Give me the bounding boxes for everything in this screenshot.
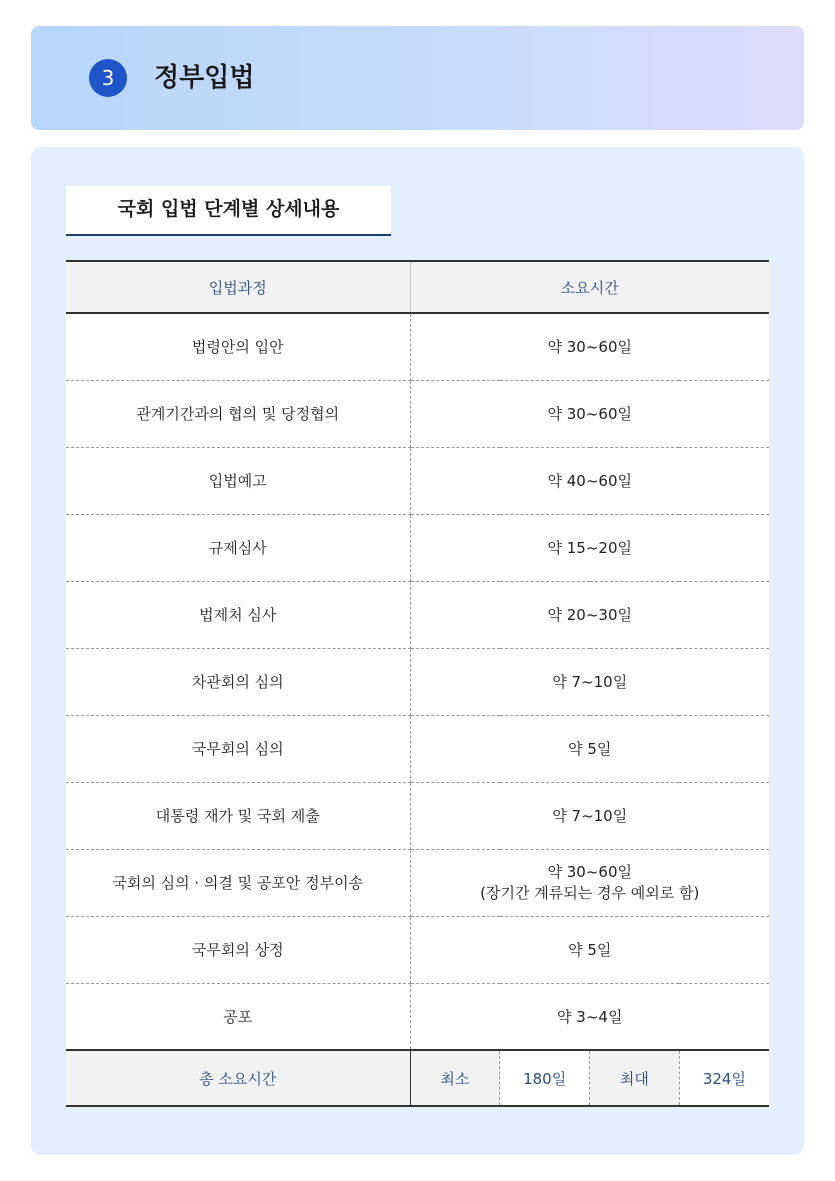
duration-cell: 약 15~20일 <box>410 514 769 581</box>
min-value: 180일 <box>500 1050 590 1105</box>
table-row <box>66 715 769 782</box>
steps-table <box>66 262 769 1105</box>
table-row <box>66 447 769 514</box>
table-header-row <box>66 262 769 313</box>
process-cell: 국회의 심의 · 의결 및 공포안 정부이송 <box>66 849 410 916</box>
process-cell: 관계기간과의 협의 및 당정협의 <box>66 380 410 447</box>
table-row <box>66 380 769 447</box>
process-cell: 차관회의 심의 <box>66 648 410 715</box>
duration-cell: 약 20~30일 <box>410 581 769 648</box>
duration-cell: 약 5일 <box>410 715 769 782</box>
duration-cell: 약 3~4일 <box>410 983 769 1050</box>
process-cell: 법제처 심사 <box>66 581 410 648</box>
process-cell: 국무회의 상정 <box>66 916 410 983</box>
table-row <box>66 313 769 380</box>
duration-cell <box>410 849 769 916</box>
table-row <box>66 581 769 648</box>
step-number-badge: 3 <box>89 59 127 97</box>
duration-cell: 약 40~60일 <box>410 447 769 514</box>
total-row <box>66 1050 769 1105</box>
duration-cell: 약 30~60일 <box>410 313 769 380</box>
process-cell: 법령안의 입안 <box>66 313 410 380</box>
max-value: 324일 <box>679 1050 769 1105</box>
duration-note: (장기간 계류되는 경우 예외로 함) <box>480 883 700 902</box>
process-cell: 공포 <box>66 983 410 1050</box>
table-row <box>66 782 769 849</box>
table-row <box>66 514 769 581</box>
process-cell: 국무회의 심의 <box>66 715 410 782</box>
table-row <box>66 983 769 1050</box>
duration-cell: 약 5일 <box>410 916 769 983</box>
section-title: 국회 입법 단계별 상세내용 <box>117 198 340 220</box>
table-row <box>66 916 769 983</box>
total-label: 총 소요시간 <box>66 1050 410 1105</box>
header-process: 입법과정 <box>66 262 410 313</box>
process-cell: 대통령 재가 및 국회 제출 <box>66 782 410 849</box>
header-banner <box>31 26 804 130</box>
duration-cell: 약 30~60일 <box>410 380 769 447</box>
duration-text: 약 30~60일 <box>547 862 632 881</box>
min-label: 최소 <box>410 1050 500 1105</box>
section-tab <box>66 186 391 236</box>
duration-cell: 약 7~10일 <box>410 648 769 715</box>
header-duration: 소요시간 <box>410 262 769 313</box>
process-cell: 규제심사 <box>66 514 410 581</box>
table-row <box>66 648 769 715</box>
duration-cell: 약 7~10일 <box>410 782 769 849</box>
process-cell: 입법예고 <box>66 447 410 514</box>
max-label: 최대 <box>590 1050 680 1105</box>
legislation-steps-table <box>66 260 769 1107</box>
page-title: 정부입법 <box>154 63 255 93</box>
table-row <box>66 849 769 916</box>
